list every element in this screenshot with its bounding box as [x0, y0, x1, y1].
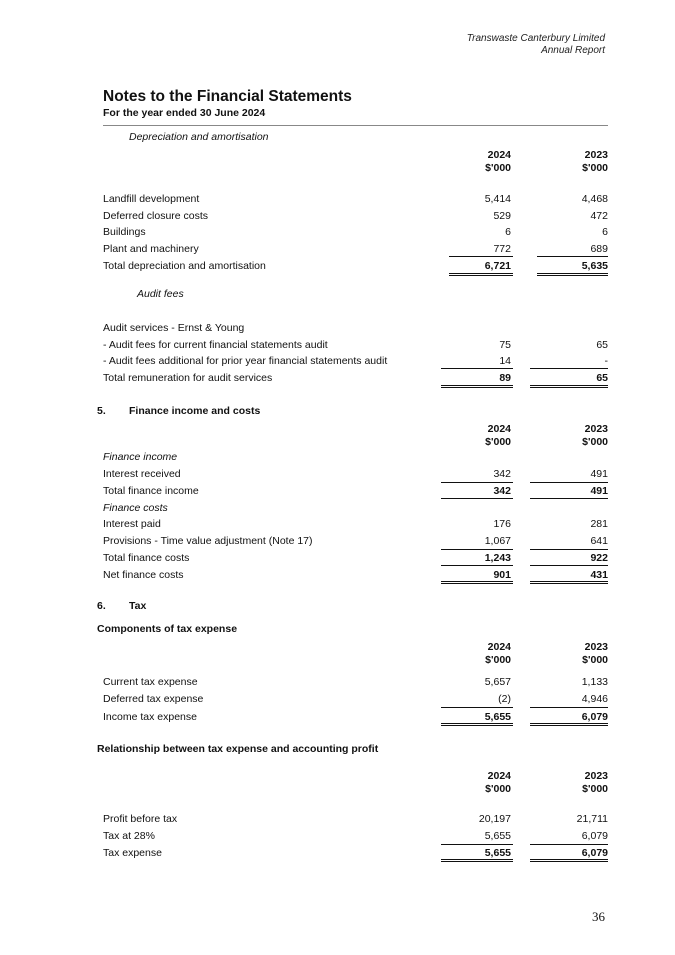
section-heading: Finance income and costs	[129, 405, 261, 417]
subtotal-rule	[441, 368, 513, 369]
table-row: Current tax expense 5,657 1,133	[103, 676, 608, 688]
section-heading: Tax	[129, 600, 147, 612]
table-row: Buildings 6 6	[103, 226, 608, 239]
tax-column-header	[103, 641, 608, 671]
col-2024-header: 2024 $'000	[485, 423, 511, 448]
table-row: Interest paid 176 281	[103, 518, 608, 531]
table-row: Landfill development 5,414 4,468	[103, 193, 608, 205]
table-row: Provisions - Time value adjustment (Note 17) 1,067 641	[103, 535, 608, 548]
table-row: Deferred closure costs 529 472	[103, 209, 608, 222]
finance-table	[103, 449, 608, 482]
total-double-rule	[537, 273, 608, 276]
total-row: Tax expense 5,655 6,079	[103, 847, 608, 859]
subtotal-rule	[530, 565, 608, 566]
depreciation-heading: Depreciation and amortisation	[129, 131, 269, 143]
total-double-rule	[449, 273, 513, 276]
subtotal-rule	[441, 707, 513, 708]
company-name: Transwaste Canterbury Limited	[466, 33, 605, 44]
total-row: Income tax expense 5,655 6,079	[103, 711, 608, 723]
depreciation-total	[103, 258, 608, 275]
total-double-rule	[441, 723, 513, 726]
total-row: Net finance costs 901 431	[103, 569, 608, 581]
subtotal-rule	[530, 368, 608, 369]
total-row: Total remuneration for audit services 89 65	[103, 372, 608, 384]
depreciation-column-header	[103, 149, 608, 179]
total-double-rule	[441, 859, 513, 862]
depreciation-table	[103, 191, 608, 258]
subtotal-rule	[530, 707, 608, 708]
report-name: Annual Report	[541, 45, 605, 56]
page-subtitle: For the year ended 30 June 2024	[103, 107, 266, 119]
components-heading: Components of tax expense	[97, 623, 238, 635]
report-header	[467, 33, 605, 57]
tax-components-table	[103, 674, 608, 707]
table-row: Finance income	[103, 451, 178, 463]
total-double-rule	[530, 385, 608, 388]
col-2024-header: 2024 $'000	[485, 770, 511, 795]
col-2023-header: 2023 $'000	[582, 149, 608, 174]
table-row: Audit services - Ernst & Young	[103, 322, 245, 334]
table-row: Deferred tax expense (2) 4,946	[103, 692, 608, 705]
total-double-rule	[441, 385, 513, 388]
page-number: 36	[592, 909, 605, 924]
subtotal-rule	[449, 256, 513, 257]
subtotal-rule	[441, 565, 513, 566]
relationship-column-header	[103, 770, 608, 800]
total-row: Total finance income 342 491	[103, 485, 608, 497]
table-row: - Audit fees for current financial statements audit 75 65	[103, 338, 608, 351]
section-number: 6.	[97, 600, 106, 612]
table-row: Plant and machinery 772 689	[103, 243, 608, 256]
subtotal-rule	[537, 256, 608, 257]
col-2024-header: 2024 $'000	[485, 641, 511, 666]
col-2023-header: 2023 $'000	[582, 770, 608, 795]
page-title: Notes to the Financial Statements	[103, 88, 352, 105]
total-double-rule	[441, 581, 513, 584]
subtotal-rule	[441, 498, 513, 499]
table-row: Interest received 342 491	[103, 467, 608, 480]
total-double-rule	[530, 859, 608, 862]
title-divider	[103, 125, 608, 126]
col-2023-header: 2023 $'000	[582, 423, 608, 448]
relationship-table	[103, 811, 608, 844]
table-row: Profit before tax 20,197 21,711	[103, 813, 608, 825]
finance-income-total	[103, 483, 608, 550]
table-row: Finance costs	[103, 501, 168, 514]
relationship-heading: Relationship between tax expense and accounting profit	[97, 743, 379, 755]
total-row: Total depreciation and amortisation 6,721 5,635	[103, 260, 608, 272]
col-2024-header: 2024 $'000	[485, 149, 511, 174]
section-number: 5.	[97, 405, 106, 417]
audit-table	[103, 320, 608, 370]
subtotal-rule	[530, 498, 608, 499]
total-double-rule	[530, 723, 608, 726]
table-row: Tax at 28% 5,655 6,079	[103, 829, 608, 842]
total-double-rule	[530, 581, 608, 584]
audit-heading: Audit fees	[137, 288, 184, 300]
col-2023-header: 2023 $'000	[582, 641, 608, 666]
table-row: - Audit fees additional for prior year financial statements audit 14 -	[103, 355, 608, 368]
depreciation-section	[103, 129, 608, 145]
total-row: Total finance costs 1,243 922	[103, 552, 608, 564]
